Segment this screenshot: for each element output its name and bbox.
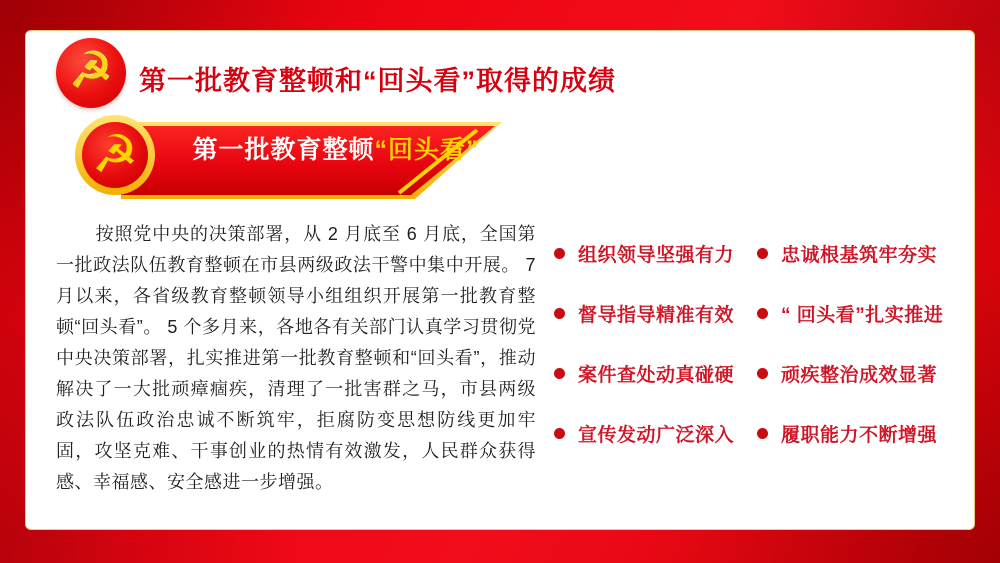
achievement-label: 督导指导精准有效 <box>578 304 735 326</box>
party-emblem-icon <box>56 38 126 108</box>
bullet-dot-icon <box>554 428 565 439</box>
list-item <box>757 360 972 387</box>
banner-title-main: 第一批教育整顿 <box>192 136 375 164</box>
achievement-label: 履职能力不断增强 <box>781 424 938 446</box>
content-panel <box>25 30 975 530</box>
summary-paragraph: 按照党中央的决策部署，从 2 月底至 6 月底，全国第一批政法队伍教育整顿在市县两级政法干警中集中开展。 7 月以来，各省级教育整顿领导小组组织开展第一批教育整顿“回头看”。 5 个多月来，各地各有关部门认真学习贯彻党中央决策部署，扎实推进第一批教育整顿和“回头看”，推动解决了一大批顽瘴痼疾，清理了一批害群之马，市县两级政法队伍政治忠诚不断筑牢，拒腐防变思想防线更加牢固，攻坚克难、干事创业的热情有效激发，人民群众获得感、幸福感、安全感进一步增强。 <box>56 224 536 492</box>
achievement-label: 案件查处动真碰硬 <box>578 364 735 386</box>
achievement-label: 组织领导坚强有力 <box>578 244 735 266</box>
list-item <box>757 300 972 327</box>
list-item <box>757 420 972 447</box>
bullet-dot-icon <box>757 308 768 319</box>
achievement-label: 忠诚根基筑牢夯实 <box>781 244 938 266</box>
list-item <box>554 240 757 267</box>
bullet-dot-icon <box>757 428 768 439</box>
section-banner <box>66 104 546 208</box>
achievement-label: 顽疾整治成效显著 <box>781 364 938 386</box>
bullet-dot-icon <box>554 308 565 319</box>
hammer-sickle-icon: ☭ <box>68 42 114 100</box>
achievement-label: 宣传发动广泛深入 <box>578 424 735 446</box>
list-item <box>554 420 757 447</box>
page-title: 第一批教育整顿和“回头看”取得的成绩 <box>139 66 616 96</box>
bullet-dot-icon <box>757 248 768 259</box>
banner-hammer-sickle-icon: ☭ <box>91 125 139 185</box>
banner-title-highlight: “回头看” <box>374 136 480 164</box>
list-item <box>554 360 757 387</box>
achievement-label: “ 回头看”扎实推进 <box>781 304 944 326</box>
bullet-dot-icon <box>757 368 768 379</box>
bullet-dot-icon <box>554 248 565 259</box>
achievement-list <box>554 223 972 463</box>
bullet-dot-icon <box>554 368 565 379</box>
list-item <box>757 240 972 267</box>
banner-title <box>171 130 501 166</box>
list-item <box>554 300 757 327</box>
